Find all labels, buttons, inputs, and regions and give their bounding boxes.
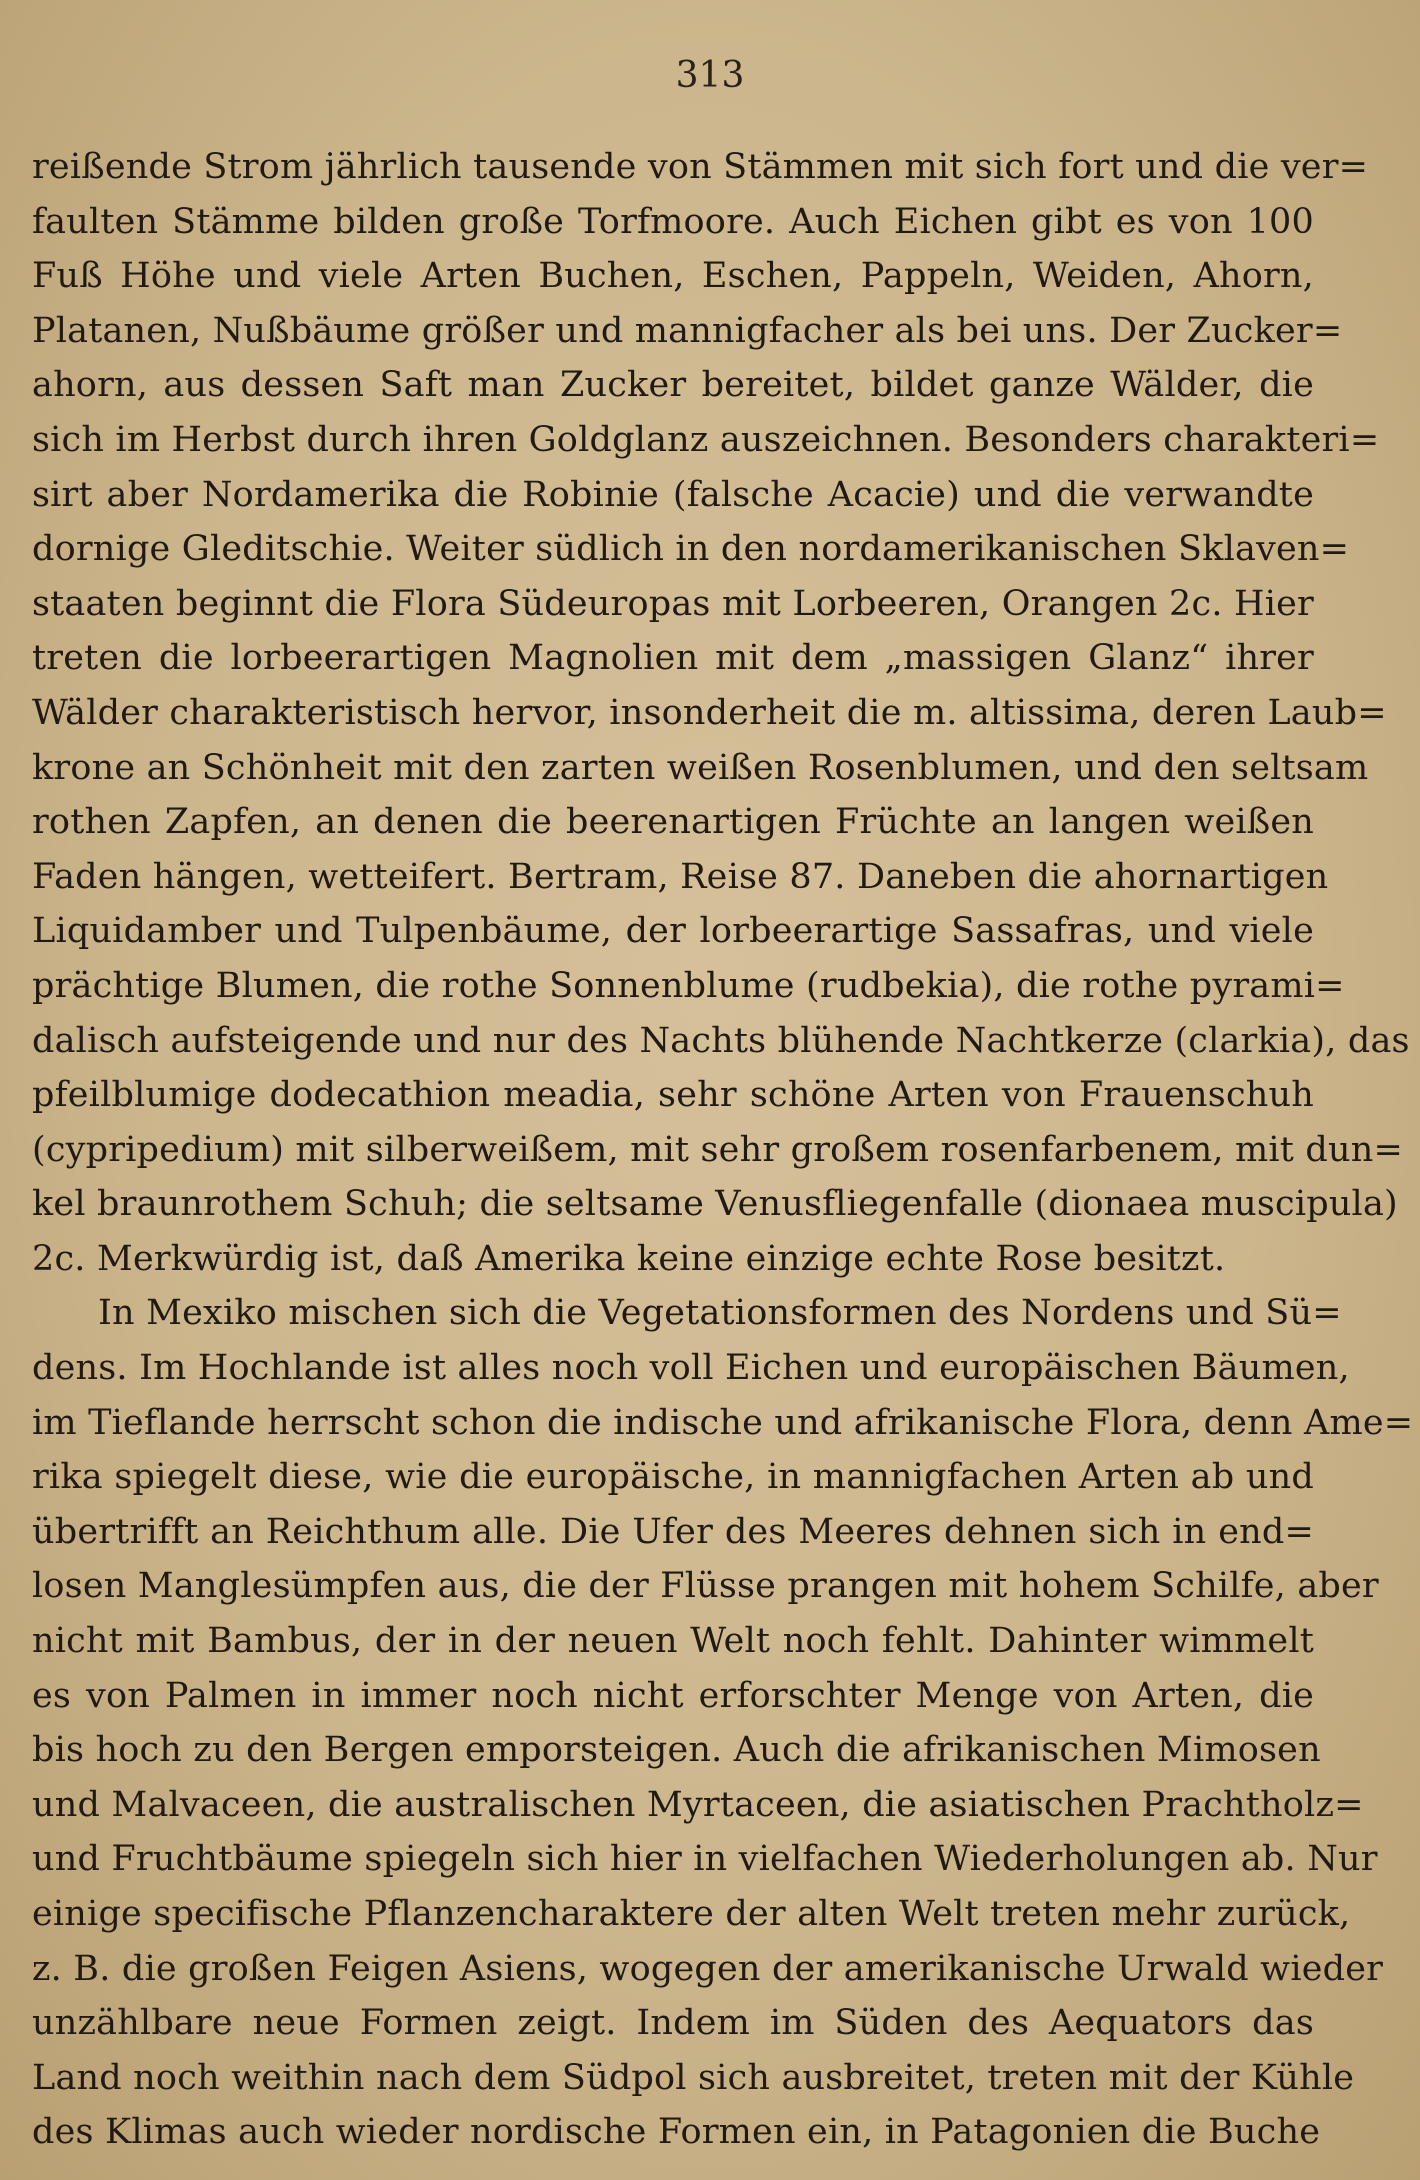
- text-line: sirt aber Nordamerika die Robinie (falsche Acacie) und die verwandte: [32, 474, 1314, 515]
- text-line: rothen Zapfen, an denen die beerenartigen Früchte an langen weißen: [32, 802, 1314, 843]
- text-line: Faden hängen, wetteifert. Bertram, Reise 87. Daneben die ahornartigen: [32, 856, 1329, 897]
- text-line: bis hoch zu den Bergen emporsteigen. Auch die afrikanischen Mimosen: [32, 1730, 1321, 1771]
- text-line: rika spiegelt diese, wie die europäische, in mannigfachen Arten ab und: [32, 1457, 1314, 1498]
- text-line: (cypripedium) mit silberweißem, mit sehr großem rosenfarbenem, mit dun=: [32, 1129, 1403, 1170]
- text-line: faulten Stämme bilden große Torfmoore. Auch Eichen gibt es von 100: [32, 201, 1314, 242]
- text-line: Liquidamber und Tulpenbäume, der lorbeerartige Sassafras, und viele: [32, 911, 1314, 952]
- text-line: Land noch weithin nach dem Südpol sich ausbreitet, treten mit der Kühle: [32, 2057, 1355, 2098]
- paragraph-start-line: In Mexiko mischen sich die Vegetationsformen des Nordens und Sü=: [98, 1293, 1342, 1334]
- text-line: reißende Strom jährlich tausende von Stämmen mit sich fort und die ver=: [32, 147, 1369, 187]
- text-line: und Fruchtbäume spiegeln sich hier in vielfachen Wiederholungen ab. Nur: [32, 1839, 1378, 1880]
- paragraph-end-line: 2c. Merkwürdig ist, daß Amerika keine einzige echte Rose besitzt.: [32, 1238, 1226, 1279]
- text-line: treten die lorbeerartigen Magnolien mit dem „massigen Glanz“ ihrer: [32, 638, 1314, 679]
- text-line: es von Palmen in immer noch nicht erforschter Menge von Arten, die: [32, 1675, 1314, 1716]
- text-line: krone an Schönheit mit den zarten weißen Rosenblumen, und den seltsam: [32, 747, 1369, 788]
- text-line: im Tieflande herrscht schon die indische und afrikanische Flora, denn Ame=: [32, 1402, 1414, 1443]
- text-line: nicht mit Bambus, der in der neuen Welt noch fehlt. Dahinter wimmelt: [32, 1621, 1314, 1662]
- text-line: kel braunrothem Schuh; die seltsame Venusfliegenfalle (dionaea muscipula): [32, 1184, 1398, 1225]
- text-line: losen Manglesümpfen aus, die der Flüsse prangen mit hohem Schilfe, aber: [32, 1566, 1379, 1607]
- text-line: staaten beginnt die Flora Südeuropas mit Lorbeeren, Orangen 2c. Hier: [32, 583, 1314, 624]
- text-line: dornige Gleditschie. Weiter südlich in den nordamerikanischen Sklaven=: [32, 529, 1350, 570]
- body-text: [32, 140, 1414, 2160]
- text-line: und Malvaceen, die australischen Myrtaceen, die asiatischen Prachtholz=: [32, 1784, 1364, 1825]
- text-line: prächtige Blumen, die rothe Sonnenblume (rudbekia), die rothe pyrami=: [32, 965, 1345, 1006]
- text-line: Platanen, Nußbäume größer und mannigfacher als bei uns. Der Zucker=: [32, 310, 1343, 351]
- text-line: dalisch aufsteigende und nur des Nachts blühende Nachtkerze (clarkia), das: [32, 1020, 1410, 1061]
- page-number: 313: [675, 55, 745, 96]
- text-line: Wälder charakteristisch hervor, insonderheit die m. altissima, deren Laub=: [32, 692, 1387, 733]
- text-line: des Klimas auch wieder nordische Formen ein, in Patagonien die Buche: [32, 2112, 1321, 2153]
- text-line: übertrifft an Reichthum alle. Die Ufer des Meeres dehnen sich in end=: [32, 1511, 1314, 1552]
- text-line: dens. Im Hochlande ist alles noch voll Eichen und europäischen Bäumen,: [32, 1348, 1350, 1389]
- text-line: ahorn, aus dessen Saft man Zucker bereitet, bildet ganze Wälder, die: [32, 365, 1314, 406]
- text-line: sich im Herbst durch ihren Goldglanz auszeichnen. Besonders charakteri=: [32, 419, 1380, 460]
- text-line: einige specifische Pflanzencharaktere der alten Welt treten mehr zurück,: [32, 1894, 1351, 1934]
- text-line: z. B. die großen Feigen Asiens, wogegen der amerikanische Urwald wieder: [32, 1948, 1384, 1989]
- text-line: unzählbare neue Formen zeigt. Indem im Süden des Aequators das: [32, 2003, 1314, 2044]
- text-line: pfeilblumige dodecathion meadia, sehr schöne Arten von Frauenschuh: [32, 1075, 1314, 1116]
- text-line: Fuß Höhe und viele Arten Buchen, Eschen, Pappeln, Weiden, Ahorn,: [32, 256, 1314, 297]
